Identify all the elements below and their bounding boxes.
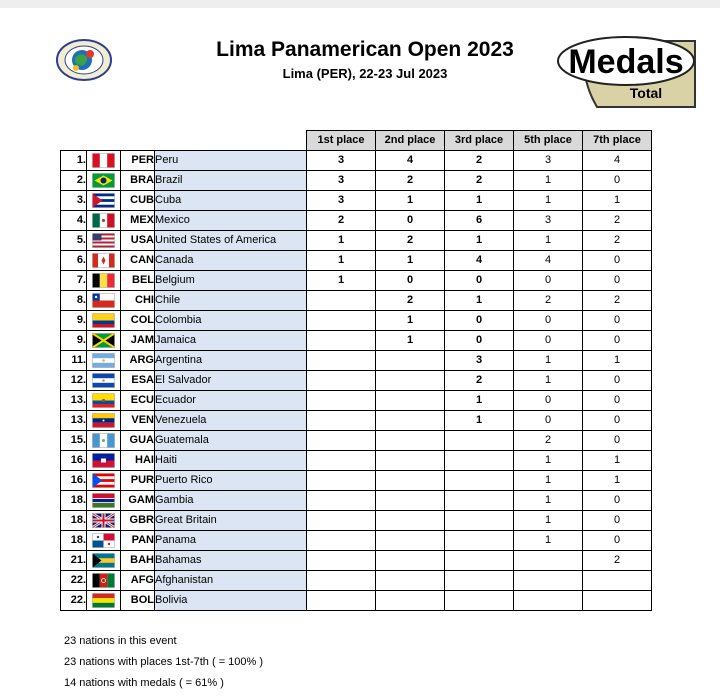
place-2-value [445, 551, 514, 571]
rank-cell: 4. [61, 211, 87, 231]
place-0-value [307, 351, 376, 371]
place-2-value: 2 [445, 371, 514, 391]
col-3rd-place: 3rd place [445, 131, 514, 151]
rank-cell: 8. [61, 291, 87, 311]
country-code: ARG [121, 351, 155, 371]
place-3-value: 3 [514, 151, 583, 171]
place-1-value: 2 [376, 291, 445, 311]
place-3-value: 1 [514, 171, 583, 191]
place-3-value: 1 [514, 511, 583, 531]
flag-bra-icon [87, 171, 121, 191]
place-2-value [445, 531, 514, 551]
flag-usa-icon [87, 231, 121, 251]
table-row [61, 151, 652, 171]
medals-table [60, 130, 652, 611]
country-code: PAN [121, 531, 155, 551]
top-band [0, 0, 720, 8]
place-1-value: 2 [376, 171, 445, 191]
col-7th-place: 7th place [583, 131, 652, 151]
place-2-value: 2 [445, 171, 514, 191]
country-name: Puerto Rico [155, 471, 307, 491]
country-name: Ecuador [155, 391, 307, 411]
flag-pan-icon [87, 531, 121, 551]
place-1-value: 1 [376, 191, 445, 211]
table-row [61, 491, 652, 511]
place-2-value: 0 [445, 331, 514, 351]
table-row [61, 511, 652, 531]
place-2-value: 1 [445, 391, 514, 411]
flag-bel-icon [87, 271, 121, 291]
place-3-value: 1 [514, 371, 583, 391]
rank-cell: 18. [61, 531, 87, 551]
flag-bah-icon [87, 551, 121, 571]
place-1-value [376, 391, 445, 411]
place-4-value: 0 [583, 531, 652, 551]
place-1-value [376, 491, 445, 511]
place-4-value: 0 [583, 411, 652, 431]
table-row [61, 391, 652, 411]
rank-cell: 9. [61, 331, 87, 351]
place-3-value [514, 591, 583, 611]
place-3-value: 0 [514, 391, 583, 411]
country-code: VEN [121, 411, 155, 431]
rank-cell: 12. [61, 371, 87, 391]
country-name: Jamaica [155, 331, 307, 351]
place-2-value [445, 431, 514, 451]
place-1-value [376, 551, 445, 571]
col-5th-place: 5th place [514, 131, 583, 151]
place-4-value [583, 591, 652, 611]
rank-cell: 22. [61, 591, 87, 611]
country-name: Bahamas [155, 551, 307, 571]
place-4-value: 0 [583, 171, 652, 191]
country-code: GUA [121, 431, 155, 451]
place-1-value [376, 451, 445, 471]
place-3-value: 0 [514, 271, 583, 291]
place-1-value [376, 431, 445, 451]
footer-medals: 14 nations with medals ( = 61% ) [64, 677, 224, 689]
flag-jam-icon [87, 331, 121, 351]
table-row [61, 351, 652, 371]
medals-badge [555, 33, 697, 113]
flag-can-icon [87, 251, 121, 271]
place-0-value [307, 451, 376, 471]
table-row [61, 371, 652, 391]
rank-cell: 1. [61, 151, 87, 171]
table-row [61, 331, 652, 351]
place-4-value: 2 [583, 231, 652, 251]
place-3-value: 1 [514, 531, 583, 551]
place-3-value: 1 [514, 491, 583, 511]
place-0-value [307, 431, 376, 451]
place-0-value: 1 [307, 271, 376, 291]
place-1-value [376, 531, 445, 551]
place-1-value [376, 511, 445, 531]
country-code: HAI [121, 451, 155, 471]
table-header-row [61, 131, 652, 151]
place-2-value [445, 591, 514, 611]
col-1st-place: 1st place [307, 131, 376, 151]
place-1-value: 2 [376, 231, 445, 251]
country-code: BAH [121, 551, 155, 571]
place-1-value: 0 [376, 211, 445, 231]
place-0-value: 1 [307, 231, 376, 251]
rank-cell: 16. [61, 471, 87, 491]
table-row [61, 411, 652, 431]
place-4-value: 1 [583, 451, 652, 471]
table-row [61, 211, 652, 231]
footer-places: 23 nations with places 1st-7th ( = 100% ) [64, 656, 264, 668]
place-3-value [514, 551, 583, 571]
table-row [61, 571, 652, 591]
country-code: BRA [121, 171, 155, 191]
place-4-value: 0 [583, 311, 652, 331]
place-2-value [445, 511, 514, 531]
country-code: ESA [121, 371, 155, 391]
place-1-value: 0 [376, 271, 445, 291]
place-0-value [307, 551, 376, 571]
rank-cell: 18. [61, 491, 87, 511]
place-3-value: 1 [514, 451, 583, 471]
place-0-value [307, 571, 376, 591]
place-2-value: 1 [445, 411, 514, 431]
place-1-value: 1 [376, 331, 445, 351]
country-name: Mexico [155, 211, 307, 231]
place-0-value [307, 311, 376, 331]
flag-ecu-icon [87, 391, 121, 411]
place-4-value: 1 [583, 351, 652, 371]
country-code: AFG [121, 571, 155, 591]
badge-title: Medals [568, 43, 684, 81]
place-2-value: 6 [445, 211, 514, 231]
place-4-value: 0 [583, 511, 652, 531]
place-4-value: 0 [583, 431, 652, 451]
place-1-value: 1 [376, 251, 445, 271]
place-3-value: 0 [514, 411, 583, 431]
table-row [61, 451, 652, 471]
country-name: Chile [155, 291, 307, 311]
rank-cell: 9. [61, 311, 87, 331]
place-3-value: 4 [514, 251, 583, 271]
table-row [61, 291, 652, 311]
rank-cell: 18. [61, 511, 87, 531]
badge-subtitle: Total [629, 85, 663, 101]
flag-per-icon [87, 151, 121, 171]
rank-cell: 11. [61, 351, 87, 371]
table-row [61, 311, 652, 331]
place-3-value [514, 571, 583, 591]
flag-esa-icon [87, 371, 121, 391]
country-code: PER [121, 151, 155, 171]
place-1-value [376, 571, 445, 591]
table-row [61, 231, 652, 251]
flag-col-icon [87, 311, 121, 331]
rank-cell: 13. [61, 391, 87, 411]
place-3-value: 1 [514, 231, 583, 251]
place-2-value: 2 [445, 151, 514, 171]
country-name: Bolivia [155, 591, 307, 611]
place-0-value: 3 [307, 151, 376, 171]
table-row [61, 191, 652, 211]
flag-pur-icon [87, 471, 121, 491]
place-2-value: 1 [445, 231, 514, 251]
country-code: CAN [121, 251, 155, 271]
place-0-value [307, 331, 376, 351]
place-2-value [445, 571, 514, 591]
rank-cell: 7. [61, 271, 87, 291]
country-name: Venezuela [155, 411, 307, 431]
country-name: Canada [155, 251, 307, 271]
rank-cell: 2. [61, 171, 87, 191]
place-4-value: 0 [583, 251, 652, 271]
place-0-value [307, 391, 376, 411]
country-name: Cuba [155, 191, 307, 211]
table-row [61, 591, 652, 611]
place-3-value: 0 [514, 311, 583, 331]
table-row [61, 431, 652, 451]
place-3-value: 3 [514, 211, 583, 231]
place-0-value [307, 591, 376, 611]
place-4-value: 2 [583, 211, 652, 231]
country-code: ECU [121, 391, 155, 411]
flag-arg-icon [87, 351, 121, 371]
country-name: Great Britain [155, 511, 307, 531]
country-code: GAM [121, 491, 155, 511]
country-code: MEX [121, 211, 155, 231]
place-0-value: 3 [307, 171, 376, 191]
country-name: El Salvador [155, 371, 307, 391]
country-name: Guatemala [155, 431, 307, 451]
place-0-value: 1 [307, 251, 376, 271]
place-1-value: 1 [376, 311, 445, 331]
place-4-value: 0 [583, 371, 652, 391]
place-0-value [307, 471, 376, 491]
country-code: JAM [121, 331, 155, 351]
place-1-value [376, 371, 445, 391]
panam-judo-logo [55, 38, 113, 82]
country-name: Gambia [155, 491, 307, 511]
country-name: Brazil [155, 171, 307, 191]
rank-cell: 6. [61, 251, 87, 271]
flag-gua-icon [87, 431, 121, 451]
country-name: Belgium [155, 271, 307, 291]
flag-bol-icon [87, 591, 121, 611]
table-row [61, 271, 652, 291]
place-2-value: 4 [445, 251, 514, 271]
place-3-value: 1 [514, 471, 583, 491]
rank-cell: 21. [61, 551, 87, 571]
flag-gam-icon [87, 491, 121, 511]
flag-ven-icon [87, 411, 121, 431]
rank-cell: 15. [61, 431, 87, 451]
place-0-value [307, 371, 376, 391]
country-name: Peru [155, 151, 307, 171]
place-1-value [376, 351, 445, 371]
country-name: Colombia [155, 311, 307, 331]
place-0-value [307, 531, 376, 551]
page-subtitle: Lima (PER), 22-23 Jul 2023 [282, 66, 448, 81]
table-row [61, 551, 652, 571]
place-0-value: 3 [307, 191, 376, 211]
place-0-value [307, 291, 376, 311]
place-2-value: 3 [445, 351, 514, 371]
place-4-value: 0 [583, 331, 652, 351]
country-code: PUR [121, 471, 155, 491]
place-2-value: 1 [445, 291, 514, 311]
place-1-value [376, 471, 445, 491]
col-2nd-place: 2nd place [376, 131, 445, 151]
country-code: USA [121, 231, 155, 251]
flag-gbr-icon [87, 511, 121, 531]
place-4-value: 4 [583, 151, 652, 171]
flag-afg-icon [87, 571, 121, 591]
flag-cub-icon [87, 191, 121, 211]
place-4-value [583, 571, 652, 591]
place-1-value [376, 591, 445, 611]
rank-cell: 13. [61, 411, 87, 431]
country-code: BOL [121, 591, 155, 611]
place-0-value [307, 491, 376, 511]
country-code: CUB [121, 191, 155, 211]
place-3-value: 1 [514, 191, 583, 211]
rank-cell: 16. [61, 451, 87, 471]
place-2-value: 0 [445, 311, 514, 331]
rank-cell: 5. [61, 231, 87, 251]
place-4-value: 1 [583, 191, 652, 211]
country-name: Panama [155, 531, 307, 551]
flag-chi-icon [87, 291, 121, 311]
place-1-value [376, 411, 445, 431]
country-name: United States of America [155, 231, 307, 251]
country-name: Afghanistan [155, 571, 307, 591]
table-row [61, 171, 652, 191]
table-row [61, 251, 652, 271]
place-2-value: 1 [445, 191, 514, 211]
country-code: BEL [121, 271, 155, 291]
flag-mex-icon [87, 211, 121, 231]
country-code: GBR [121, 511, 155, 531]
place-4-value: 1 [583, 471, 652, 491]
country-code: COL [121, 311, 155, 331]
table-row [61, 471, 652, 491]
place-3-value: 0 [514, 331, 583, 351]
place-2-value [445, 451, 514, 471]
country-code: CHI [121, 291, 155, 311]
place-4-value: 0 [583, 491, 652, 511]
place-2-value [445, 491, 514, 511]
flag-hai-icon [87, 451, 121, 471]
rank-cell: 3. [61, 191, 87, 211]
place-0-value [307, 411, 376, 431]
place-2-value [445, 471, 514, 491]
place-4-value: 0 [583, 271, 652, 291]
place-3-value: 1 [514, 351, 583, 371]
place-2-value: 0 [445, 271, 514, 291]
country-name: Haiti [155, 451, 307, 471]
rank-cell: 22. [61, 571, 87, 591]
place-0-value: 2 [307, 211, 376, 231]
footer-nations: 23 nations in this event [64, 635, 177, 647]
place-4-value: 2 [583, 551, 652, 571]
place-0-value [307, 511, 376, 531]
table-row [61, 531, 652, 551]
page-title: Lima Panamerican Open 2023 [216, 38, 514, 61]
country-name: Argentina [155, 351, 307, 371]
place-4-value: 2 [583, 291, 652, 311]
place-3-value: 2 [514, 291, 583, 311]
place-1-value: 4 [376, 151, 445, 171]
place-4-value: 0 [583, 391, 652, 411]
place-3-value: 2 [514, 431, 583, 451]
